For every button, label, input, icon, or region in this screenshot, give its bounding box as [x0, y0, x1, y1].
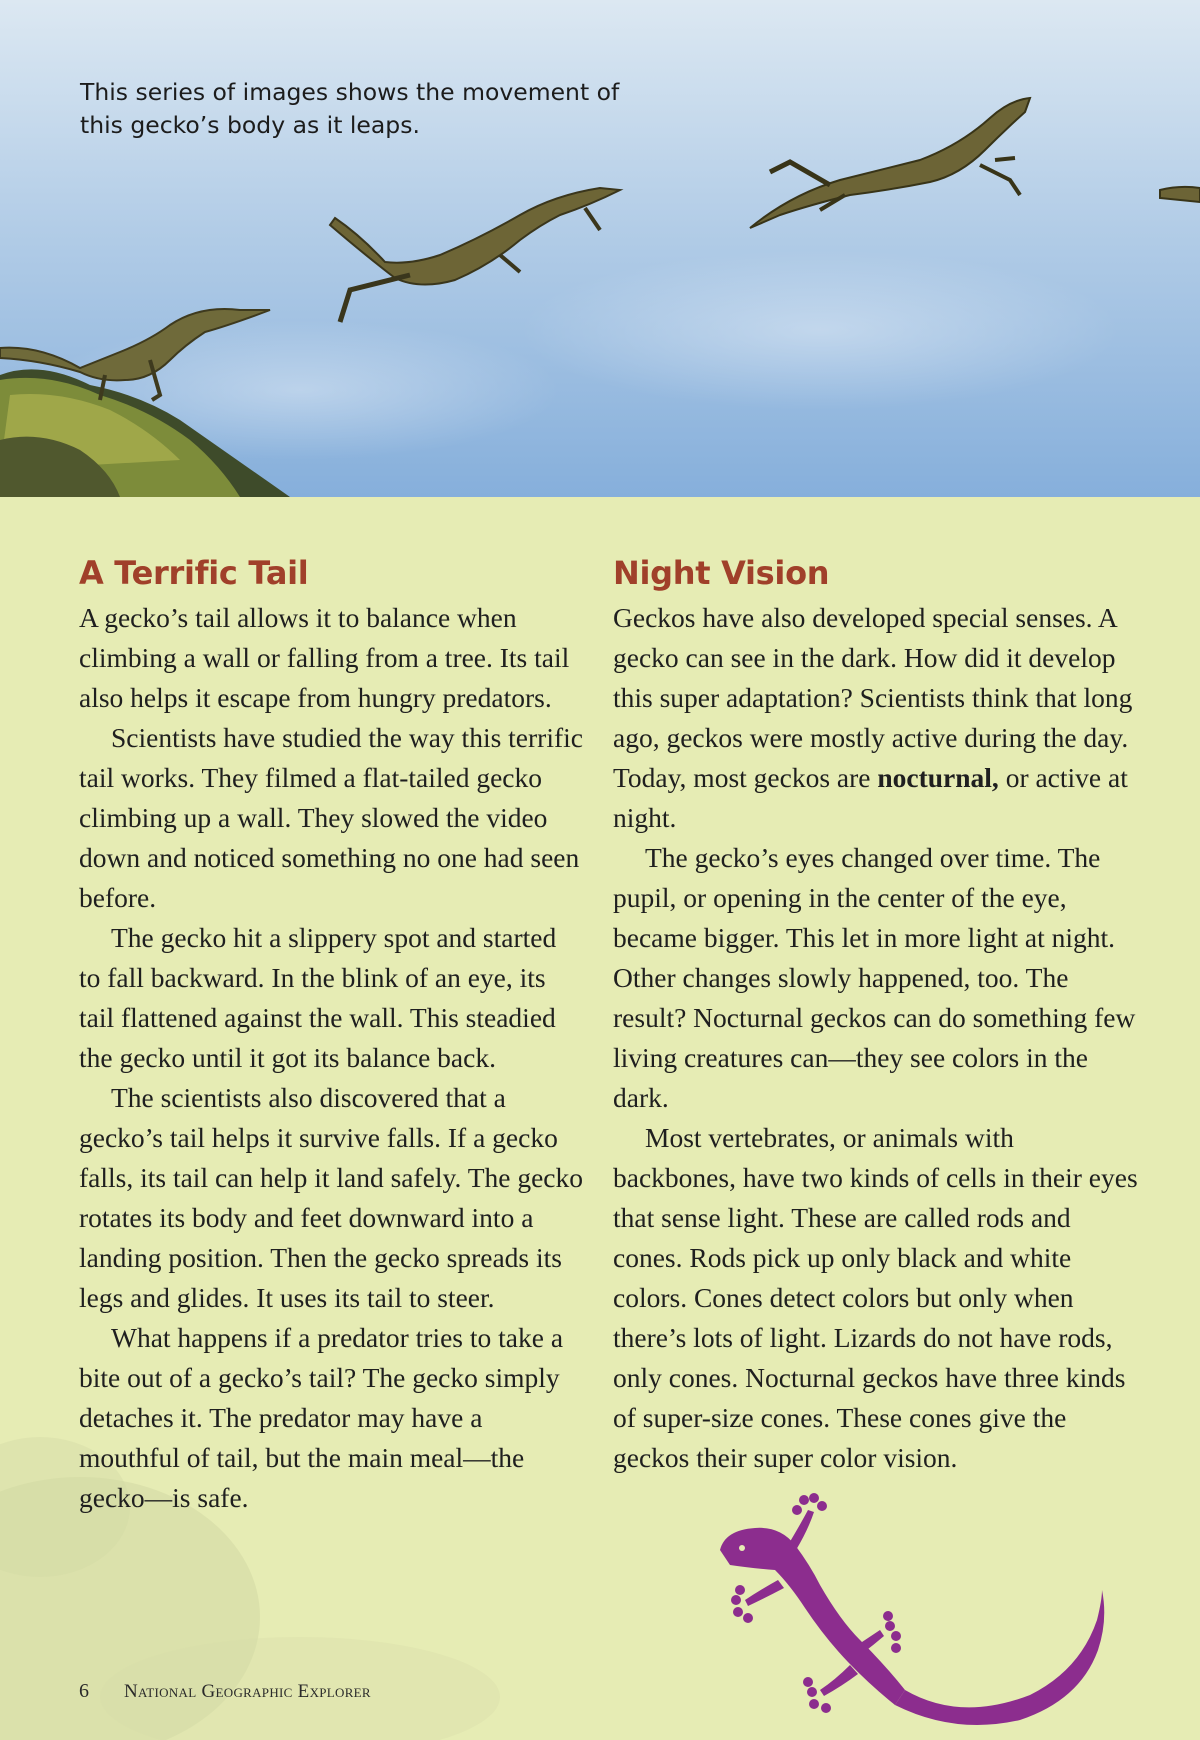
- gecko-silhouette-icon: [700, 1490, 1120, 1735]
- term-nocturnal: nocturnal,: [877, 762, 999, 793]
- paragraph: The gecko’s eyes changed over time. The pupil, or opening in the center of the eye, became bigger. This let in more light at night. Other changes slowly happened, too. The result? Nocturnal geckos can do something few living creatures can—they see colors in the dark.: [613, 842, 1136, 1113]
- section-terrific-tail: [79, 550, 584, 1518]
- paragraph: Scientists have studied the way this terrific tail works. They filmed a flat-tailed gecko climbing up a wall. They slowed the video down and noticed something no one had seen before.: [79, 722, 583, 913]
- gecko-leap-photo: [0, 0, 1200, 497]
- magazine-name: National Geographic Explorer: [124, 1681, 371, 1702]
- gecko-leap-illustration: [0, 0, 1200, 497]
- paragraph: [613, 598, 1138, 838]
- section-night-vision: [613, 550, 1138, 1478]
- page-number: 6: [79, 1680, 89, 1702]
- paragraph-text: Geckos have also developed special senses. A gecko can see in the dark. How did it develop this super adaptation? Scientists think that long ago, geckos were mostly active during the day. Today, most geckos are: [613, 602, 1133, 793]
- paragraph-text: or active at night.: [613, 762, 1128, 833]
- paragraph: The scientists also discovered that a gecko’s tail helps it survive falls. If a gecko falls, its tail can help it land safely. The gecko rotates its body and feet downward into a landing position. Then the gecko spreads its legs and glides. It uses its tail to steer.: [79, 1082, 584, 1313]
- heading-terrific-tail: A Terrific Tail: [79, 554, 309, 592]
- photo-caption: This series of images shows the movement of this gecko’s body as it leaps.: [80, 78, 620, 139]
- page-footer: [79, 1680, 371, 1703]
- heading-night-vision: Night Vision: [613, 554, 830, 592]
- paragraph: A gecko’s tail allows it to balance when climbing a wall or falling from a tree. Its tail also helps it escape from hungry predators.: [79, 602, 570, 713]
- paragraph: What happens if a predator tries to take a bite out of a gecko’s tail? The gecko simply detaches it. The predator may have a mouthful of tail, but the main meal—the gecko—is safe.: [79, 1322, 564, 1513]
- paragraph: The gecko hit a slippery spot and started to fall backward. In the blink of an eye, its tail flattened against the wall. This steadied the gecko until it got its balance back.: [79, 922, 557, 1073]
- paragraph: Most vertebrates, or animals with backbones, have two kinds of cells in their eyes that sense light. These are called rods and cones. Rods pick up only black and white colors. Cones detect colors but only when there’s lots of light. Lizards do not have rods, only cones. Nocturnal geckos have three kinds of super-size cones. These cones give the geckos their super color vision.: [613, 1122, 1138, 1473]
